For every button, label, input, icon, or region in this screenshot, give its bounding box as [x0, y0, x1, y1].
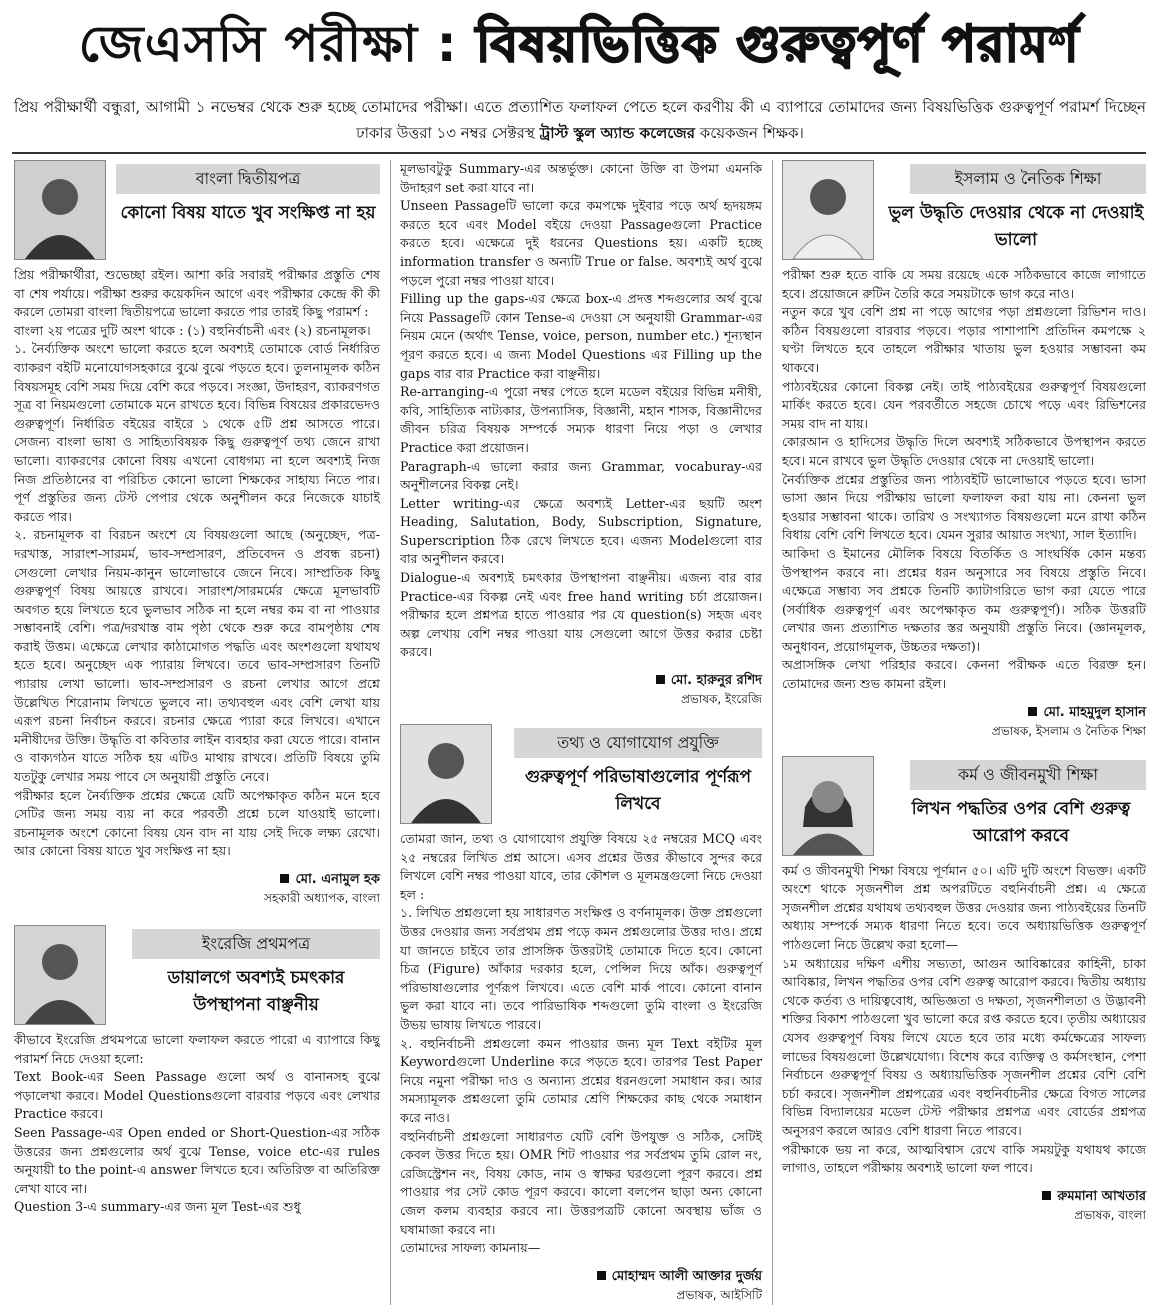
author-role: প্রভাষক, ইসলাম ও নৈতিক শিক্ষা [991, 723, 1146, 738]
headline-part1: জেএসসি পরীক্ষা : [78, 15, 458, 73]
teacher-photo [14, 925, 106, 1025]
article-english-continued [400, 160, 762, 708]
paragraph: অপ্রাসঙ্গিক লেখা পরিহার করবে। কেননা পরীক্ষক এতে বিরক্ত হন। তোমাদের জন্য শুভ কামনা রইল। [782, 657, 1146, 692]
intro-school: ট্রাস্ট স্কুল অ্যান্ড কলেজের [539, 124, 695, 142]
paragraph: পাঠ্যবইয়ের কোনো বিকল্প নেই। তাই পাঠ্যবইয়ের গুরুত্বপূর্ণ বিষয়গুলো মার্কিং করতে হবে। যেন পরবর্তীতে সহজে চোখে পড়ে এবং রিভিশনের সময় বাদ না যায়। [782, 378, 1146, 431]
paragraph: Re-arranging-এ পুরো নম্বর পেতে হলে মডেল বইয়ের বিভিন্ন মনীষী, কবি, সাহিত্যিক নাট্যকার, উপন্যাসিক, বিজ্ঞানী, মহান শাসক, বিজ্ঞানীদের জীবন চরিত্র বিষয়ক সম্পর্কে সম্যক ধারণা নিয়ে পড়া ও লেখার Practice করা প্রয়োজন। [400, 384, 762, 455]
paragraph: Filling up the gaps-এর ক্ষেত্রে box-এ প্রদত্ত শব্দগুলোর অর্থ বুঝে নিয়ে Passageটি কোন Tense-এ দেওয়া সে অনুযায়ী Grammar-এর নিয়ম মেনে (অর্থাৎ Tense, voice, person, number etc.) শূন্যস্থান পূরণ করতে হবে। এ জন্য Model Questions এর Filling up the gaps বার বার Practice করা বাঞ্ছনীয়। [400, 291, 762, 381]
article-career [782, 756, 1146, 1224]
paragraph: আকিদা ও ইমানের মৌলিক বিষয়ে বিতর্কিত ও সাংঘর্ষিক কোন মন্তব্য উপস্থাপন করবে না। প্রশ্নের ধরন অনুসারে সব বিষয়ে প্রস্তুতি নিবে। এক্ষেত্রে সম্ভাব্য সব প্রশ্নকে তিনটি ক্যাটাগরিতে ভাগ করা যেতে পারে (সর্বাধিক গুরুত্বপূর্ণ এবং অপেক্ষাকৃত কম গুরুত্বপূর্ণ)। সঠিক উত্তরটি লেখার জন্য প্রত্যাশিত দক্ষতার স্তর অনুযায়ী প্রস্তুতি নিবে। (জ্ঞানমূলক, অনুধাবন, প্রয়োগমূলক, উচ্চতর দক্ষতা)। [782, 545, 1146, 654]
paragraph: ২. বহুনির্বাচনী প্রশ্নগুলো কমন পাওয়ার জন্য মূল Text বইটির মূল Keywordগুলো Underline করে পড়তে হবে। তারপর Test Paper নিয়ে নমুনা পরীক্ষা দাও ও অন্যান্য প্রশ্নের ধরনগুলো সমাধান কর। আর সমস্যামূলক প্রশ্নগুলো তুমি তোমার শ্রেণি শিক্ষকের কাছ থেকে সমাধান করে নাও। [400, 1035, 762, 1125]
section-label: বাংলা দ্বিতীয়পত্র [116, 164, 380, 194]
paragraph: ২. রচনামূলক বা বিরচন অংশে যে বিষয়গুলো আছে (অনুচ্ছেদ, পত্র-দরখাস্ত, সারাংশ-সারমর্ম, ভাব-সম্প্রসারণ, প্রতিবেদন ও প্রবন্ধ রচনা) সেগুলো লেখার নিয়ম-কানুন ভালোভাবে জেনে নিবে। সাম্প্রতিক কিছু গুরুত্বপূর্ণ বিষয় আয়ত্তে রাখবে। সারাংশ/সারমর্মের ক্ষেত্রে মূলভাবটি অবগত হয়ে লিখতে হবে ভুলভাব সঠিক না হলে নম্বর কম বা না পাওয়ার সম্ভাবনাই বেশি। পত্র/দরখাস্ত বাম পৃষ্ঠা থেকে শুরু করে বামপৃষ্ঠায় শেষ করাই উত্তম। এক্ষেত্রে লেখার কাঠামোগত পদ্ধতি এবং অংশগুলো যথাযথ হতে হবে। অনুচ্ছেদ এক প্যারায় লিখবে। তবে ভাব-সম্প্রসারণ তিনটি প্যারায় লেখা ভালো। ভাব-সম্প্রসারণ ও রচনা লেখার আগে প্রশ্নে উল্লেখিত শিরোনাম লিখতে ভুলবে না। তথ্যবহুল এবং বেশি লেখা যায় এরূপ রচনা নির্বাচন করবে। রচনার ক্ষেত্রে প্যারা করে লিখবে। এখানে মনীষীদের উক্তি। উদ্ধৃতি বা কবিতার লাইন ব্যবহার করা যেতে পারে। বানান ও বাক্যগঠন যাতে সঠিক হয় এটিও মাথায় রাখবে। প্রতিটি বিষয়ে তুমি যতটুকু লেখার সময় পাবে সে অনুযায়ী প্রস্তুতি নেবে। [14, 527, 380, 785]
paragraph: Paragraph-এ ভালো করার জন্য Grammar, vocaburay-এর অনুশীলনের বিকল্প নেই। [400, 458, 762, 493]
article-body [14, 266, 380, 861]
section-label: ইসলাম ও নৈতিক শিক্ষা [910, 164, 1146, 194]
author-signature [782, 704, 1146, 740]
paragraph: কীভাবে ইংরেজি প্রথমপত্রে ভালো ফলাফল করতে পারো এ ব্যাপারে কিছু পরামর্শ নিচে দেওয়া হলো: [14, 1032, 380, 1066]
paragraph: Unseen Passageটি ভালো করে কমপক্ষে দুইবার পড়ে অর্থ হৃদয়ঙ্গম করতে হবে এবং Model বইয়ে দেওয়া Passageগুলো Practice করতে হবে। এক্ষেত্রে দুই ধরনের Questions হয়। একটি হচ্ছে information transfer ও অন্যটি True or false. অবশ্যই অর্থ বুঝে পড়লে পুরো নম্বর পাওয়া যাবে। [400, 198, 762, 288]
article-body [400, 160, 762, 662]
paragraph: কোরআন ও হাদিসের উদ্ধৃতি দিলে অবশ্যই সঠিকভাবে উপস্থাপন করতে হবে। মনে রাখবে ভুল উদ্ধৃতি দেওয়ার থেকে না দেওয়াই ভালো। [782, 434, 1146, 468]
teacher-photo [400, 724, 492, 824]
column-divider [772, 160, 773, 1305]
author-name: মো. এনামুল হক [14, 871, 380, 889]
author-role: প্রভাষক, বাংলা [1074, 1207, 1146, 1222]
paragraph: তোমরা জান, তথ্য ও যোগাযোগ প্রযুক্তি বিষয়ে ২৫ নম্বরের MCQ এবং ২৫ নম্বরের লিখিত প্রশ্ন আসে। এসব প্রশ্নের উত্তর কীভাবে সুন্দর করে লিখলে বেশি নম্বর পাওয়া যাবে, তার কৌশল ও মূলমন্ত্রগুলো নিচে দেওয়া হল : [400, 831, 762, 902]
article-ict [400, 724, 762, 1304]
paragraph: Seen Passage-এর Open ended or Short-Question-এর সঠিক উত্তরের জন্য প্রশ্নগুলোর অর্থ বুঝে Tense, voice etc-এর rules অনুযায়ী to the point-এ answer লিখতে হবে। অতিরিক্ত বা অতিরিক্ত লেখা যাবে না। [14, 1124, 380, 1196]
article-english [14, 925, 380, 1217]
article-body [782, 862, 1146, 1178]
paragraph: বাংলা ২য় পত্রের দুটি অংশ থাকে : (১) বহুনির্বাচনী এবং (২) রচনামূলক। [14, 322, 371, 338]
header-divider [12, 152, 1146, 154]
paragraph: ১ম অধ্যায়ের দক্ষিণ এশীয় সভ্যতা, আগুন আবিষ্কারের কাহিনী, চাকা আবিষ্কার, লিখন পদ্ধতির ওপর বেশি গুরুত্ব আরোপ করবে। দ্বিতীয় অধ্যায় থেকে কর্তব্য ও দায়িত্ববোধ, অভিজ্ঞতা ও দক্ষতা, সৃজনশীলতা ও উদ্ভাবনী শক্তির বিকাশ পাঠগুলো খুব ভালো করে রপ্ত করতে হবে। তৃতীয় অধ্যায়ের যেসব গুরুত্বপূর্ণ বিষয় লিখে যেতে হবে তার মধ্যে কর্মক্ষেত্রের সাফল্য লাভের বিষয়গুলো উল্লেখযোগ্য। বিশেষ করে ব্যক্তিত্ব ও কর্মসংস্থান, পেশা নির্বাচনে গুরুত্বপূর্ণ বিষয় ও অধ্যায়ভিত্তিক সৃজনশীল প্রশ্নের বেশি বেশি চর্চা করবে। সৃজনশীল প্রশ্নপত্রের এবং বহুনির্বাচনীর ক্ষেত্রে বিগত সালের বিভিন্ন বিদ্যালয়ের মডেল টেস্ট পরীক্ষার প্রশ্নপত্র এবং বোর্ডের প্রশ্নপত্র অনুসরণ করলে আরও বেশি ধারণা নিতে পারবে। [782, 955, 1147, 1138]
article-subhead: ভুল উদ্ধৃতি দেওয়ার থেকে না দেওয়াই ভালো [888, 203, 1144, 250]
paragraph: প্রিয় পরীক্ষার্থীরা, শুভেচ্ছা রইল। আশা করি সবারই পরীক্ষার প্রস্তুতি শেষ বা শেষ পর্যায়ে। পরীক্ষা শুরুর কয়েকদিন আগে এবং পরীক্ষার কেন্দ্রে কী কী করলে তোমরা বাংলা দ্বিতীয়পত্রে ভালো করতে পার তারই কিছু পরামর্শ : [14, 267, 380, 320]
article-islam [782, 160, 1146, 740]
column-right [782, 160, 1146, 1224]
author-role: সহকারী অধ্যাপক, বাংলা [264, 891, 380, 905]
article-body [14, 1031, 380, 1217]
article-subhead: কোনো বিষয় যাতে খুব সংক্ষিপ্ত না হয় [120, 203, 376, 223]
intro-paragraph [14, 94, 1146, 146]
article-subhead: ডায়ালগে অবশ্যই চমৎকার উপস্থাপনা বাঞ্ছনীয় [167, 968, 345, 1015]
paragraph: পরীক্ষার হলে নৈর্ব্যক্তিক প্রশ্নের ক্ষেত্রে যেটি অপেক্ষাকৃত কঠিন মনে হবে সেটির জন্য সময় ব্যয় না করে পরবর্তী প্রশ্নে চলে যাওয়াই ভালো। রচনামূলক অংশে কোনো বিষয় যেন বাদ না যায় সেই দিকে লক্ষ্য রেখো। আর কোনো বিষয় যাতে খুব সংক্ষিপ্ত না হয়। [14, 787, 380, 859]
author-role: প্রভাষক, ইংরেজি [680, 692, 762, 707]
author-signature [400, 672, 762, 708]
paragraph: তোমাদের সাফল্য কামনায়— [400, 1240, 541, 1256]
column-left [14, 160, 380, 1217]
author-name: মোহাম্মদ আলী আক্তার দুর্জয় [400, 1268, 762, 1286]
article-body [400, 830, 762, 1258]
paragraph: নতুন করে খুব বেশি প্রশ্ন না পড়ে আগের পড়া প্রশ্নগুলো রিভিশন দাও। কঠিন বিষয়গুলো বারবার পড়বে। পড়ার পাশাপাশি প্রতিদিন কমপক্ষে ২ ঘণ্টা লিখতে হবে তাহলে পরীক্ষার খাতায় ভুল হওয়ার সম্ভাবনা কম থাকবে। [782, 304, 1146, 375]
section-label: কর্ম ও জীবনমুখী শিক্ষা [910, 760, 1146, 790]
intro-text: প্রিয় পরীক্ষার্থী বন্ধুরা, আগামী ১ নভেম্বর থেকে শুরু হচ্ছে তোমাদের পরীক্ষা। এতে প্রত্যাশিত ফলাফল পেতে হলে করণীয় কী এ ব্যাপারে তোমাদের জন্য বিষয়ভিত্তিক গুরুত্বপূর্ণ পরামর্শ দিচ্ছেন ঢাকার উত্তরা ১৩ নম্বর সেক্টরস্থ [14, 98, 1146, 142]
section-label: ইংরেজি প্রথমপত্র [132, 929, 380, 959]
paragraph: পরীক্ষাকে ভয় না করে, আত্মবিশ্বাস রেখে বাকি সময়টুকু যথাযথ কাজে লাগাও, তাহলে পরীক্ষায় অবশ্যই ভালো ফল পাবে। [782, 1141, 1146, 1176]
author-signature [782, 1188, 1146, 1224]
author-role: প্রভাষক, আইসিটি [676, 1287, 762, 1302]
paragraph: ১. নৈর্ব্যক্তিক অংশে ভালো করতে হলে অবশ্যই তোমাকে বোর্ড নির্ধারিত ব্যাকরণ বইটি মনোযোগসহকারে বুঝে বুঝে পড়তে হবে। তুলনামূলক কঠিন বিষয়সমূহ বেশি সময় দিয়ে বেশি করে পড়বে। সংজ্ঞা, উদাহরণ, ব্যাকরণগত সূত্র বা নিয়মগুলো তোমাকে মনে রাখতে হবে। বিভিন্ন বিষয়ের প্রকারভেদও গুরুত্বপূর্ণ। নির্ধারিত বইয়ের বাইরে ১ থেকে ৫টি প্রশ্ন আসতে পারে। সেজন্য বাংলা ভাষা ও সাহিত্যবিষয়ক কিছু গুরুত্বপূর্ণ তথ্য জেনে রাখা ভালো। ব্যাকরণের কোনো বিষয় এখনো বোধগম্য না হলে অবশ্যই নিজ নিজ প্রতিষ্ঠানের বা পরিচিত কোনো ভালো শিক্ষকের সাহায্য নিতে পার। পূর্ণ প্রস্তুতির জন্য টেস্ট পেপার থেকে অনুশীলন করে নিজেকে যাচাই করতে পার। [14, 341, 380, 524]
article-body [782, 266, 1146, 694]
paragraph: Letter writing-এর ক্ষেত্রে অবশ্যই Letter-এর ছয়টি অংশ Heading, Salutation, Body, Subscription, Signature, Superscription ঠিক রেখে লিখতে হবে। এজন্য Modelগুলো বার বার অনুশীলন করবে। [400, 495, 762, 567]
headline-part2: বিষয়ভিত্তিক গুরুত্বপূর্ণ পরামর্শ [476, 15, 1080, 73]
column-divider [390, 160, 391, 1305]
paragraph: পরীক্ষা শুরু হতে বাকি যে সময় রয়েছে একে সঠিকভাবে কাজে লাগাতে হবে। প্রয়োজনে রুটিন তৈরি করে সময়টাকে ভাগ করে নাও। [782, 267, 1146, 301]
paragraph: Dialogue-এ অবশ্যই চমৎকার উপস্থাপনা বাঞ্ছনীয়। এজন্য বার বার Practice-এর বিকল্প নেই এবং free hand writing চর্চা প্রয়োজন। পরীক্ষার হলে প্রশ্নপত্র হাতে পাওয়ার পর যে question(s) সহজ এবং অল্প লেখায় বেশি নম্বর পাওয়া যায় সেগুলো আগে উত্তর করার চেষ্টা করবে। [400, 570, 762, 660]
column-middle [400, 160, 762, 1304]
paragraph: কর্ম ও জীবনমুখী শিক্ষা বিষয়ে পূর্ণমান ৫০। এটি দুটি অংশে বিভক্ত। একটি অংশে থাকে সৃজনশীল প্রশ্ন অপরটিতে বহুনির্বাচনী প্রশ্ন। এ ক্ষেত্রে সৃজনশীল প্রশ্নের যথাযথ তথ্যবহুল উত্তর দেওয়ার জন্য পাঠ্যবইয়ের তিনটি অধ্যায় সম্পর্কে সম্যক ধারণা নিতে হবে। তবে অধ্যায়ভিত্তিক গুরুত্বপূর্ণ পাঠগুলো নিচে উল্লেখ করা হলো— [782, 862, 1146, 953]
paragraph: মূলভাবটুকু Summary-এর অন্তর্ভুক্ত। কোনো উক্তি বা উপমা এমনকি উদাহরণ set করা যাবে না। [400, 161, 762, 195]
paragraph: ১. লিখিত প্রশ্নগুলো হয় সাধারণত সংক্ষিপ্ত ও বর্ণনামূলক। উক্ত প্রশ্নগুলো উত্তর দেওয়ার জন্য সর্বপ্রথম প্রশ্ন পড়ে কমন প্রশ্নগুলোর উত্তর দাও। প্রশ্নে যা জানতে চাইবে তার প্রাসঙ্গিক উত্তরটাই তোমাকে দিতে হবে। কোনো চিত্র (Figure) আঁকার দরকার হলে, পেন্সিল দিয়ে আঁক। গুরুত্বপূর্ণ পরিভাষাগুলোর পূর্ণরূপ লিখবে। এতে বেশি মার্ক পাবে। কোনো বানান ভুল করা যাবে না। তবে পারিভাষিক শব্দগুলো তুমি বাংলা ও ইংরেজি উভয় ভাষায় লিখতে পারবে। [400, 905, 762, 1032]
article-subhead: গুরুত্বপূর্ণ পরিভাষাগুলোর পূর্ণরূপ লিখবে [524, 767, 752, 815]
article-bangla [14, 160, 380, 907]
author-name: রুমমানা আখতার [782, 1188, 1146, 1206]
paragraph: Text Book-এর Seen Passage গুলো অর্থ ও বানানসহ বুঝে পড়ালেখা করবে। Model Questionsগুলো বারবার পড়বে এবং লেখার Practice করবে। [14, 1069, 380, 1122]
teacher-photo [14, 160, 106, 260]
article-subhead: লিখন পদ্ধতির ওপর বেশি গুরুত্ব আরোপ করবে [911, 798, 1131, 846]
intro-tail: কয়েকজন শিক্ষক। [699, 124, 804, 142]
paragraph: Question 3-এ summary-এর জন্য মূল Test-এর শুধু [14, 1199, 301, 1215]
author-name: মো. মাহমুদুল হাসান [782, 704, 1146, 722]
paragraph: বহুনির্বাচনী প্রশ্নগুলো সাধারণত যেটি বেশি উপযুক্ত ও সঠিক, সেটিই কেবল উত্তর দিতে হয়। OMR শিট পাওয়ার পর সর্বপ্রথম তুমি রোল নং, রেজিস্ট্রেশন নং, বিষয় কোড, নাম ও স্বাক্ষর ঘরগুলো পূরণ করবে। প্রশ্ন পাওয়ার পর সেট কোড পূরণ করবে। কালো বলপেন ছাড়া অন্য কোনো জেল কলম ব্যবহার করবে না। উত্তরপত্রটি কোনো অবস্থায় ভাঁজ ও ঘষামাজা করবে না। [400, 1128, 762, 1237]
teacher-photo [782, 756, 874, 856]
author-name: মো. হারুনুর রশিদ [400, 672, 762, 690]
author-signature [14, 871, 380, 907]
author-signature [400, 1268, 762, 1304]
teacher-photo [782, 160, 874, 260]
page-headline [0, 0, 1158, 88]
paragraph: নৈর্ব্যক্তিক প্রশ্নের প্রস্তুতির জন্য পাঠ্যবইটি ভালোভাবে পড়তে হবে। ভাসা ভাসা জ্ঞান দিয়ে পরীক্ষায় ভালো ফলাফল করা যায় না। কেননা ভুল হওয়ার সম্ভাবনা থাকে। তারিখ ও সংখ্যাগত বিষয়গুলো মনে রাখা কঠিন বিধায় বেশি বেশি লিখতে হবে। যেমন সুরার আয়াত সংখ্যা, সাল ইত্যাদি। [782, 471, 1146, 543]
section-label: তথ্য ও যোগাযোগ প্রযুক্তি [514, 728, 762, 758]
